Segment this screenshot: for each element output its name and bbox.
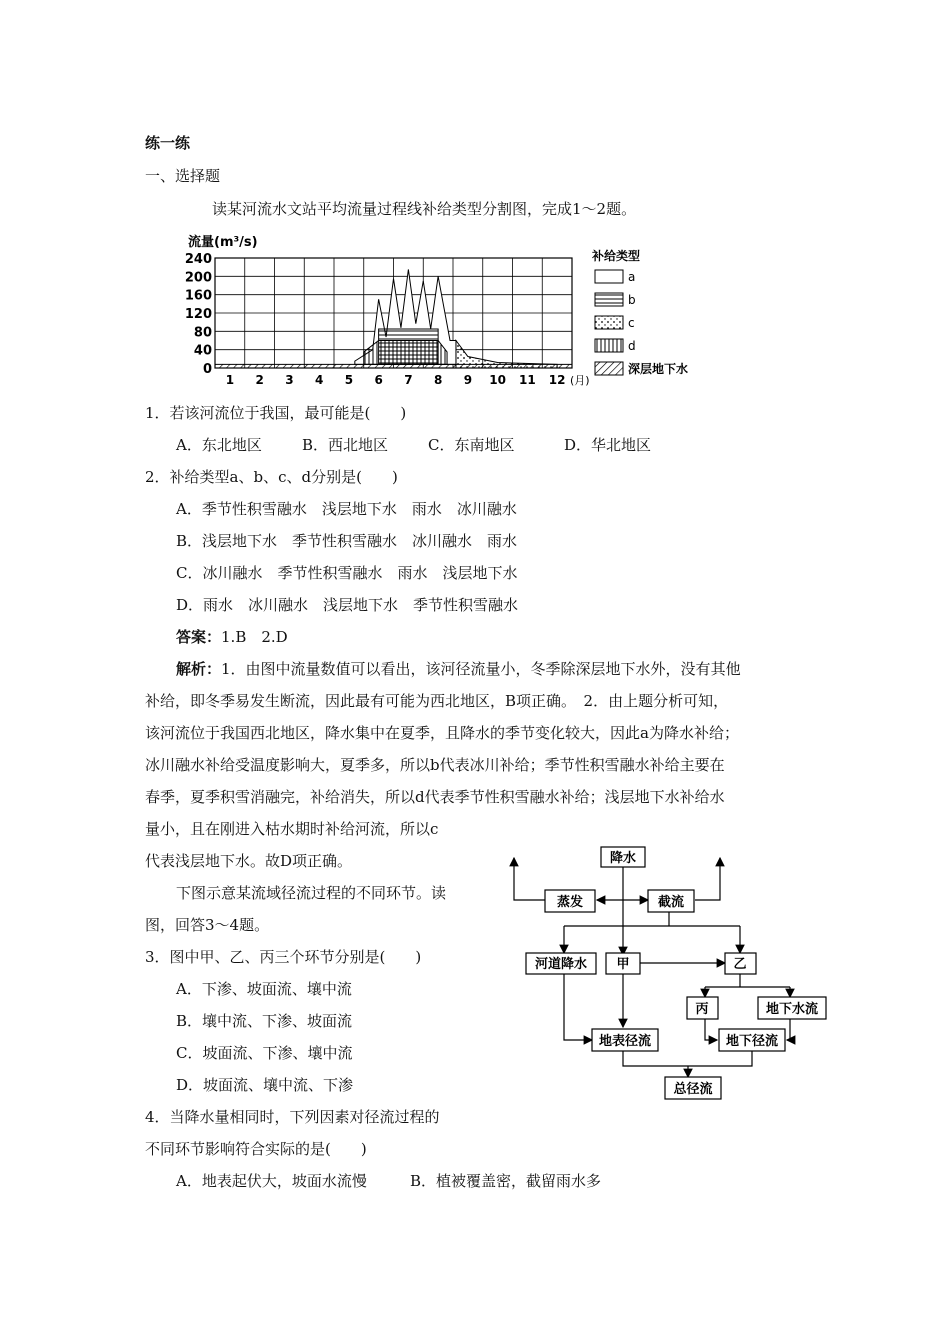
legend-swatch bbox=[595, 339, 623, 352]
x-tick-label: 1 bbox=[225, 373, 235, 387]
analysis-label: 解析： bbox=[176, 660, 222, 678]
x-tick-label: 5 bbox=[344, 373, 354, 387]
analysis-line-5: 春季，夏季积雪消融完，补给消失，所以d代表季节性积雪融水补给；浅层地下水补给水 bbox=[145, 788, 725, 806]
x-tick-label: 3 bbox=[285, 373, 294, 387]
legend-title: 补给类型 bbox=[592, 249, 641, 263]
chart-ylabel: 流量(m³/s) bbox=[188, 235, 258, 250]
runoff-diagram bbox=[500, 840, 840, 1110]
node-gwflow: 地下水流 bbox=[765, 1002, 819, 1017]
x-tick-label: 10 bbox=[489, 373, 506, 387]
x-tick-label: 8 bbox=[433, 373, 443, 387]
legend-label: 深层地下水 bbox=[628, 362, 689, 376]
intro-text-2a: 下图示意某流域径流过程的不同环节。读 bbox=[176, 884, 447, 902]
node-surface: 地表径流 bbox=[598, 1034, 652, 1049]
q4-stem-1: 4．当降水量相同时，下列因素对径流过程的 bbox=[145, 1108, 440, 1126]
q3-option-b[interactable]: B．壤中流、下渗、坡面流 bbox=[176, 1012, 353, 1030]
analysis-line-1: 解析：1．由图中流量数值可以看出，该河径流量小，冬季除深层地下水外，没有其他 bbox=[176, 660, 741, 678]
node-yi: 乙 bbox=[733, 957, 747, 972]
analysis-line-7: 代表浅层地下水。故D项正确。 bbox=[145, 852, 353, 870]
q4-stem-2: 不同环节影响符合实际的是( ) bbox=[145, 1140, 367, 1158]
y-tick-label: 40 bbox=[193, 343, 212, 359]
x-tick-label: 9 bbox=[463, 373, 473, 387]
section-heading: 一、选择题 bbox=[145, 167, 221, 185]
analysis-line-4: 冰川融水补给受温度影响大，夏季多，所以b代表冰川补给；季节性积雪融水补给主要在 bbox=[145, 756, 725, 774]
legend-label: d bbox=[628, 339, 636, 353]
q2-option-c[interactable]: C．冰川融水 季节性积雪融水 雨水 浅层地下水 bbox=[176, 564, 518, 582]
x-tick-label: 7 bbox=[404, 373, 413, 387]
analysis-line-3: 该河流位于我国西北地区，降水集中在夏季，且降水的季节变化较大，因此a为降水补给； bbox=[145, 724, 739, 742]
q3-option-a[interactable]: A．下渗、坡面流、壤中流 bbox=[176, 980, 352, 998]
legend-swatch bbox=[595, 293, 623, 306]
y-tick-label: 120 bbox=[184, 307, 212, 322]
legend-swatch bbox=[595, 270, 623, 283]
x-tick-label: 6 bbox=[374, 373, 383, 387]
q1-option-a[interactable]: A．东北地区 bbox=[176, 436, 262, 454]
legend-label: c bbox=[628, 316, 635, 330]
q1-option-b[interactable]: B．西北地区 bbox=[302, 436, 389, 454]
y-tick-label: 240 bbox=[184, 252, 212, 267]
node-total: 总径流 bbox=[673, 1082, 713, 1097]
y-tick-label: 0 bbox=[202, 362, 212, 377]
legend-swatch bbox=[595, 362, 623, 375]
legend-label: a bbox=[628, 270, 636, 284]
node-channel: 河道降水 bbox=[534, 957, 588, 972]
intro-text-1: 读某河流水文站平均流量过程线补给类型分割图，完成1～2题。 bbox=[212, 200, 637, 218]
x-tick-label: 11 bbox=[519, 373, 536, 387]
answer-text: 1.B 2.D bbox=[221, 628, 288, 646]
node-bing: 丙 bbox=[695, 1002, 709, 1017]
x-tick-label: 12 bbox=[548, 373, 566, 387]
q3-stem: 3．图中甲、乙、丙三个环节分别是( ) bbox=[145, 948, 422, 966]
x-tick-label: 4 bbox=[314, 373, 324, 387]
q2-option-a[interactable]: A．季节性积雪融水 浅层地下水 雨水 冰川融水 bbox=[176, 500, 517, 518]
legend-label: b bbox=[628, 293, 636, 307]
q4-option-a[interactable]: A．地表起伏大，坡面水流慢 bbox=[176, 1172, 367, 1190]
q2-option-b[interactable]: B．浅层地下水 季节性积雪融水 冰川融水 雨水 bbox=[176, 532, 518, 550]
x-tick-label: 2 bbox=[255, 373, 264, 387]
area-deep-groundwater bbox=[215, 364, 572, 368]
q1-option-c[interactable]: C．东南地区 bbox=[428, 436, 515, 454]
q2-stem: 2．补给类型a、b、c、d分别是( ) bbox=[145, 468, 398, 486]
node-intercept: 截流 bbox=[657, 895, 685, 910]
q3-option-c[interactable]: C．坡面流、下渗、壤中流 bbox=[176, 1044, 353, 1062]
y-tick-label: 160 bbox=[184, 288, 212, 304]
y-tick-label: 80 bbox=[193, 325, 212, 341]
intro-text-2b: 图，回答3～4题。 bbox=[145, 916, 270, 934]
node-precip: 降水 bbox=[609, 851, 637, 866]
node-underground: 地下径流 bbox=[725, 1034, 779, 1049]
analysis-line-2: 补给，即冬季易发生断流，因此最有可能为西北地区，B项正确。 2．由上题分析可知， bbox=[145, 692, 729, 710]
answer bbox=[176, 627, 288, 647]
analysis-line-6: 量小，且在刚进入枯水期时补给河流，所以c bbox=[145, 820, 439, 838]
area-b bbox=[379, 329, 439, 364]
legend-swatch bbox=[595, 316, 623, 329]
y-tick-label: 200 bbox=[184, 270, 212, 286]
node-evap: 蒸发 bbox=[556, 895, 584, 910]
q1-stem: 1．若该河流位于我国，最可能是( ) bbox=[145, 404, 407, 422]
q2-option-d[interactable]: D．雨水 冰川融水 浅层地下水 季节性积雪融水 bbox=[176, 596, 519, 614]
chart-xunit: (月) bbox=[570, 374, 590, 387]
node-jia: 甲 bbox=[616, 957, 630, 972]
q1-option-d[interactable]: D．华北地区 bbox=[564, 436, 652, 454]
answer-label: 答案： bbox=[176, 628, 222, 646]
flow-chart bbox=[180, 230, 700, 390]
page-title: 练一练 bbox=[145, 134, 191, 152]
q3-option-d[interactable]: D．坡面流、壤中流、下渗 bbox=[176, 1076, 354, 1094]
q4-option-b[interactable]: B．植被覆盖密，截留雨水多 bbox=[410, 1172, 602, 1190]
